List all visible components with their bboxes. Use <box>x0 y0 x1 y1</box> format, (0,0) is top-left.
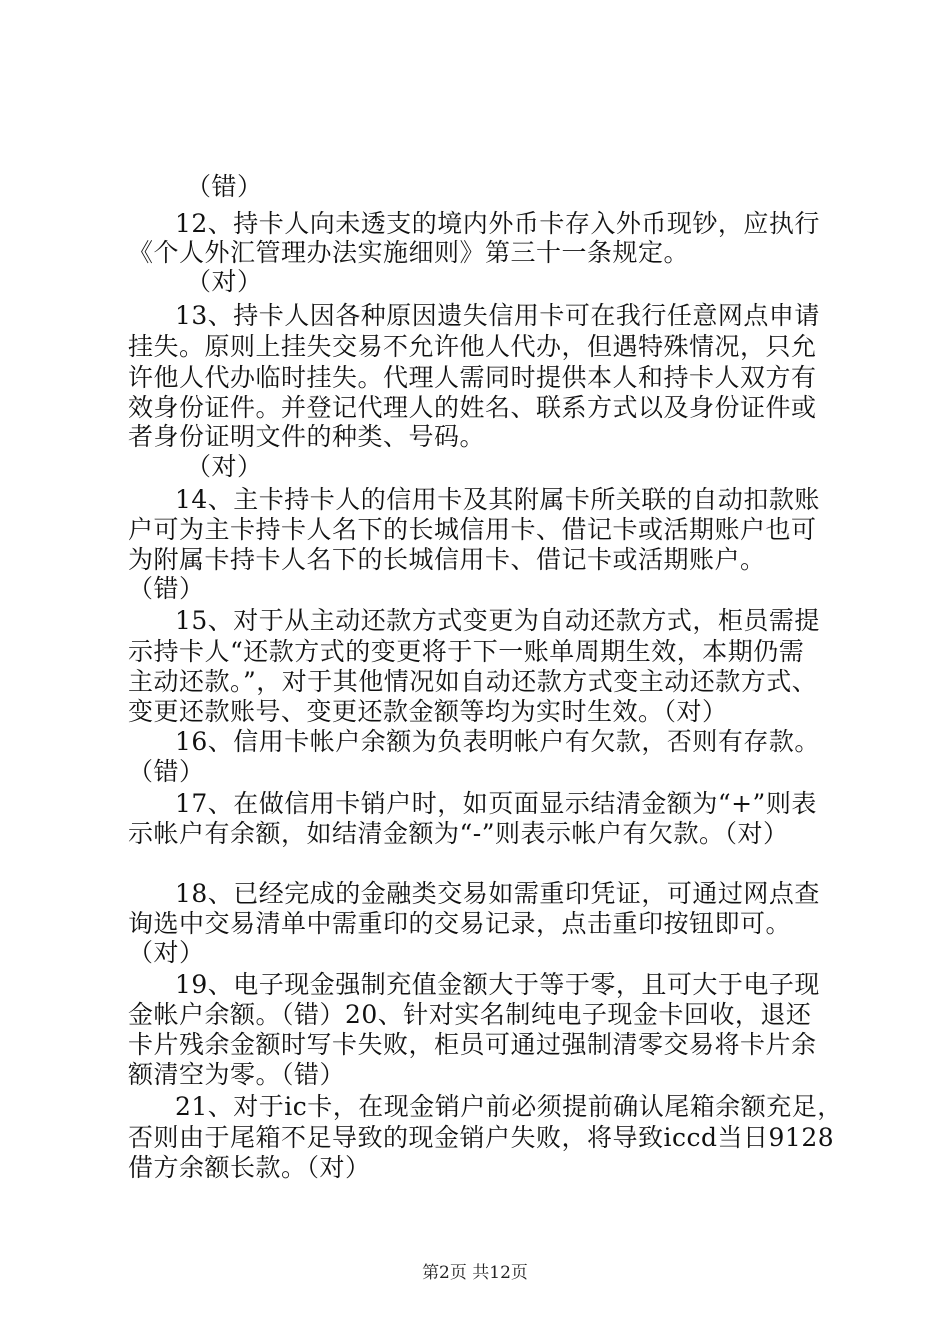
text-line: 21、对于ic卡，在现金销户前必须提前确认尾箱余额充足， <box>175 1092 843 1121</box>
text-line: 询选中交易清单中需重印的交易记录，点击重印按钮即可。 <box>128 909 792 938</box>
text-line: 金帐户余额。（错）20、针对实名制纯电子现金卡回收，退还 <box>128 1000 812 1029</box>
text-line: （错） <box>128 574 205 603</box>
text-line: 16、信用卡帐户余额为负表明帐户有欠款，否则有存款。 <box>175 727 820 756</box>
text-line: 18、已经完成的金融类交易如需重印凭证，可通过网点查 <box>175 879 820 908</box>
text-line: 许他人代办临时挂失。代理人需同时提供本人和持卡人双方有 <box>128 363 817 392</box>
text-line: （对） <box>128 938 205 967</box>
text-line: 者身份证明文件的种类、号码。 <box>128 422 486 451</box>
text-line: 借方余额长款。（对） <box>128 1153 371 1182</box>
text-line: （错） <box>186 172 263 201</box>
text-line: 示帐户有余额，如结清金额为“-”则表示帐户有欠款。（对） <box>128 819 789 848</box>
text-line: （错） <box>128 757 205 786</box>
text-line: 14、主卡持卡人的信用卡及其附属卡所关联的自动扣款账 <box>175 485 820 514</box>
text-line: 17、在做信用卡销户时，如页面显示结清金额为“+”则表 <box>175 789 817 818</box>
text-line: 19、电子现金强制充值金额大于等于零，且可大于电子现 <box>175 970 820 999</box>
text-line: 示持卡人“还款方式的变更将于下一账单周期生效，本期仍需 <box>128 637 805 666</box>
text-line: 主动还款。”，对于其他情况如自动还款方式变主动还款方式、 <box>128 667 818 696</box>
text-line: 效身份证件。并登记代理人的姓名、联系方式以及身份证件或 <box>128 393 817 422</box>
page-number-footer: 第2页 共12页 <box>422 1263 528 1283</box>
text-line: 《个人外汇管理办法实施细则》第三十一条规定。 <box>128 238 690 267</box>
text-line: 否则由于尾箱不足导致的现金销户失败，将导致iccd当日9128 <box>128 1123 835 1152</box>
text-line: 13、持卡人因各种原因遗失信用卡可在我行任意网点申请 <box>175 301 820 330</box>
text-line: 额清空为零。（错） <box>128 1060 346 1089</box>
text-line: 变更还款账号、变更还款金额等均为实时生效。（对） <box>128 697 728 726</box>
text-line: 12、持卡人向未透支的境内外币卡存入外币现钞，应执行 <box>175 209 820 238</box>
text-line: （对） <box>186 267 263 296</box>
text-line: 挂失。原则上挂失交易不允许他人代办，但遇特殊情况，只允 <box>128 332 817 361</box>
text-line: 为附属卡持卡人名下的长城信用卡、借记卡或活期账户。 <box>128 545 766 574</box>
text-line: 卡片残余金额时写卡失败，柜员可通过强制清零交易将卡片余 <box>128 1030 817 1059</box>
text-line: 15、对于从主动还款方式变更为自动还款方式，柜员需提 <box>175 606 820 635</box>
text-line: 户可为主卡持卡人名下的长城信用卡、借记卡或活期账户也可 <box>128 515 817 544</box>
text-line: （对） <box>186 452 263 481</box>
